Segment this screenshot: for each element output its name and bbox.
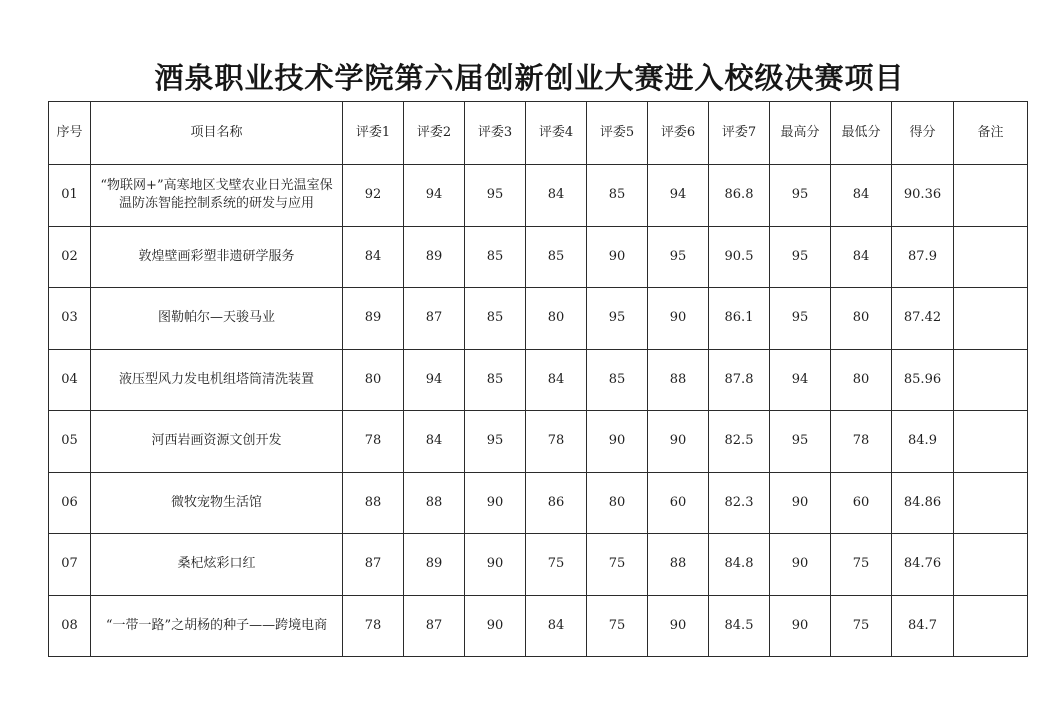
project-name: “一带一路”之胡杨的种子——跨境电商 <box>91 595 343 657</box>
judge-1-score: 87 <box>343 534 404 596</box>
judge-6-score: 95 <box>648 226 709 288</box>
row-no: 05 <box>49 411 91 473</box>
max-score: 94 <box>770 349 831 411</box>
judge-1-score: 84 <box>343 226 404 288</box>
judge-4-score: 75 <box>526 534 587 596</box>
judge-1-score: 89 <box>343 288 404 350</box>
table-row <box>49 595 1028 657</box>
final-score: 87.9 <box>892 226 954 288</box>
row-no: 08 <box>49 595 91 657</box>
remarks <box>954 349 1028 411</box>
remarks <box>954 534 1028 596</box>
judge-6-score: 94 <box>648 165 709 227</box>
table-row <box>49 472 1028 534</box>
judge-7-score: 90.5 <box>709 226 770 288</box>
table-header-row <box>49 102 1028 165</box>
judge-5-score: 90 <box>587 411 648 473</box>
judge-5-score: 80 <box>587 472 648 534</box>
header-judge-5: 评委5 <box>587 102 648 165</box>
judge-2-score: 89 <box>404 534 465 596</box>
max-score: 95 <box>770 411 831 473</box>
judge-5-score: 85 <box>587 165 648 227</box>
judge-2-score: 87 <box>404 288 465 350</box>
judge-6-score: 90 <box>648 411 709 473</box>
table-row <box>49 411 1028 473</box>
project-name: 桑杞炫彩口红 <box>91 534 343 596</box>
table-row <box>49 165 1028 227</box>
judge-4-score: 84 <box>526 595 587 657</box>
remarks <box>954 595 1028 657</box>
judge-6-score: 90 <box>648 595 709 657</box>
judge-7-score: 82.3 <box>709 472 770 534</box>
judge-5-score: 75 <box>587 534 648 596</box>
table-row <box>49 349 1028 411</box>
header-final-score: 得分 <box>892 102 954 165</box>
project-name: 液压型风力发电机组塔筒清洗装置 <box>91 349 343 411</box>
judge-7-score: 82.5 <box>709 411 770 473</box>
judge-4-score: 80 <box>526 288 587 350</box>
document-title: 酒泉职业技术学院第六届创新创业大赛进入校级决赛项目 <box>154 61 905 95</box>
judge-3-score: 95 <box>465 411 526 473</box>
judge-2-score: 87 <box>404 595 465 657</box>
header-judge-6: 评委6 <box>648 102 709 165</box>
header-project-name: 项目名称 <box>91 102 343 165</box>
judge-4-score: 78 <box>526 411 587 473</box>
remarks <box>954 165 1028 227</box>
judge-3-score: 90 <box>465 595 526 657</box>
final-score: 84.76 <box>892 534 954 596</box>
judge-5-score: 90 <box>587 226 648 288</box>
project-name: 河西岩画资源文创开发 <box>91 411 343 473</box>
final-score: 85.96 <box>892 349 954 411</box>
table-row <box>49 288 1028 350</box>
remarks <box>954 226 1028 288</box>
header-judge-4: 评委4 <box>526 102 587 165</box>
judge-3-score: 85 <box>465 226 526 288</box>
judge-6-score: 60 <box>648 472 709 534</box>
max-score: 95 <box>770 165 831 227</box>
final-score: 84.7 <box>892 595 954 657</box>
row-no: 03 <box>49 288 91 350</box>
min-score: 75 <box>831 534 892 596</box>
max-score: 90 <box>770 472 831 534</box>
judge-5-score: 75 <box>587 595 648 657</box>
project-name: 敦煌壁画彩塑非遗研学服务 <box>91 226 343 288</box>
judge-1-score: 80 <box>343 349 404 411</box>
remarks <box>954 411 1028 473</box>
min-score: 84 <box>831 165 892 227</box>
final-score: 90.36 <box>892 165 954 227</box>
judge-7-score: 86.1 <box>709 288 770 350</box>
judge-3-score: 85 <box>465 349 526 411</box>
results-table <box>48 101 1028 657</box>
project-name: “物联网+”高寒地区戈壁农业日光温室保温防冻智能控制系统的研发与应用 <box>91 165 343 227</box>
max-score: 90 <box>770 595 831 657</box>
final-score: 87.42 <box>892 288 954 350</box>
row-no: 01 <box>49 165 91 227</box>
min-score: 75 <box>831 595 892 657</box>
header-min-score: 最低分 <box>831 102 892 165</box>
table-row <box>49 226 1028 288</box>
judge-6-score: 88 <box>648 534 709 596</box>
judge-3-score: 95 <box>465 165 526 227</box>
judge-4-score: 86 <box>526 472 587 534</box>
judge-1-score: 78 <box>343 595 404 657</box>
judge-7-score: 84.8 <box>709 534 770 596</box>
min-score: 80 <box>831 288 892 350</box>
header-max-score: 最高分 <box>770 102 831 165</box>
header-judge-2: 评委2 <box>404 102 465 165</box>
header-judge-3: 评委3 <box>465 102 526 165</box>
table-row <box>49 534 1028 596</box>
project-name: 微牧宠物生活馆 <box>91 472 343 534</box>
judge-5-score: 95 <box>587 288 648 350</box>
judge-6-score: 90 <box>648 288 709 350</box>
row-no: 07 <box>49 534 91 596</box>
row-no: 02 <box>49 226 91 288</box>
header-remarks: 备注 <box>954 102 1028 165</box>
max-score: 95 <box>770 288 831 350</box>
header-judge-7: 评委7 <box>709 102 770 165</box>
judge-7-score: 84.5 <box>709 595 770 657</box>
judge-2-score: 89 <box>404 226 465 288</box>
judge-3-score: 90 <box>465 472 526 534</box>
judge-7-score: 86.8 <box>709 165 770 227</box>
min-score: 84 <box>831 226 892 288</box>
header-judge-1: 评委1 <box>343 102 404 165</box>
final-score: 84.86 <box>892 472 954 534</box>
judge-3-score: 85 <box>465 288 526 350</box>
final-score: 84.9 <box>892 411 954 473</box>
row-no: 06 <box>49 472 91 534</box>
row-no: 04 <box>49 349 91 411</box>
max-score: 90 <box>770 534 831 596</box>
judge-1-score: 78 <box>343 411 404 473</box>
judge-5-score: 85 <box>587 349 648 411</box>
judge-4-score: 84 <box>526 165 587 227</box>
judge-7-score: 87.8 <box>709 349 770 411</box>
remarks <box>954 472 1028 534</box>
min-score: 60 <box>831 472 892 534</box>
judge-2-score: 94 <box>404 165 465 227</box>
judge-2-score: 94 <box>404 349 465 411</box>
judge-1-score: 88 <box>343 472 404 534</box>
judge-2-score: 84 <box>404 411 465 473</box>
min-score: 80 <box>831 349 892 411</box>
judge-3-score: 90 <box>465 534 526 596</box>
judge-6-score: 88 <box>648 349 709 411</box>
judge-4-score: 84 <box>526 349 587 411</box>
min-score: 78 <box>831 411 892 473</box>
judge-2-score: 88 <box>404 472 465 534</box>
max-score: 95 <box>770 226 831 288</box>
remarks <box>954 288 1028 350</box>
header-no: 序号 <box>49 102 91 165</box>
project-name: 图勒帕尔—天骏马业 <box>91 288 343 350</box>
judge-4-score: 85 <box>526 226 587 288</box>
judge-1-score: 92 <box>343 165 404 227</box>
